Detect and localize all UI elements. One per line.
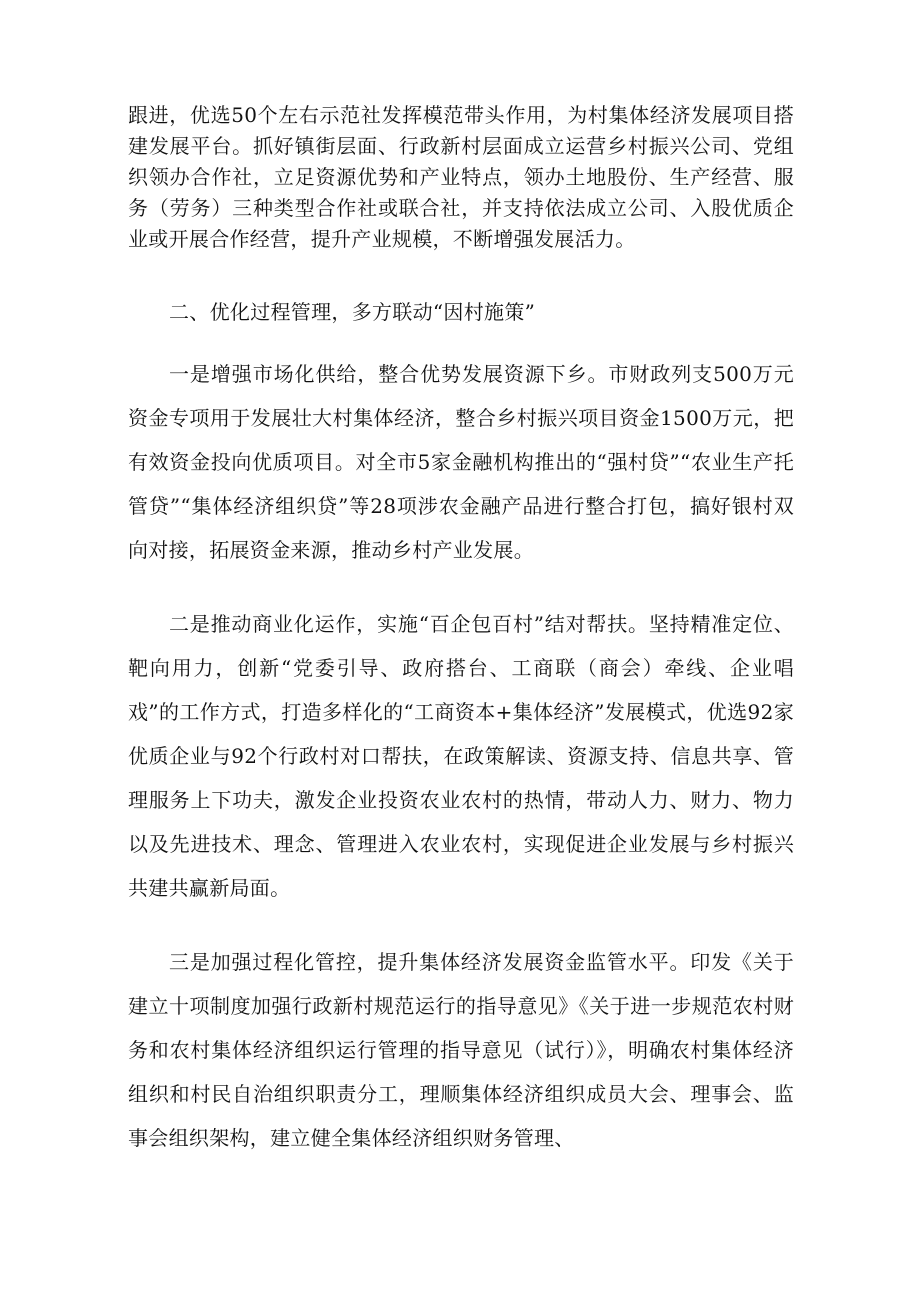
paragraph-commercial-operation: 二是推动商业化运作，实施“百企包百村”结对帮扶。坚持精准定位、靶向用力，创新“党委引导、政府搭台、工商联（商会）牵线、企业唱戏”的工作方式，打造多样化的“工商资本+集体经济”发展模式，优选92家优质企业与92个行政村对口帮扶，在政策解读、资源支持、信息共享、管理服务上下功夫，激发企业投资农业农村的热情，带动人力、财力、物力以及先进技术、理念、管理进入农业农村，实现促进企业发展与乡村振兴共建共赢新局面。 xyxy=(128,612,794,900)
paragraph-market-supply: 一是增强市场化供给，整合优势发展资源下乡。市财政列支500万元资金专项用于发展壮大村集体经济，整合乡村振兴项目资金1500万元，把有效资金投向优质项目。对全市5家金融机构推出的“强村贷”“农业生产托管贷”“集体经济组织贷”等28项涉农金融产品进行整合打包，搞好银村双向对接，拓展资金来源，推动乡村产业发展。 xyxy=(128,362,794,562)
section-heading: 二、优化过程管理，多方联动“因村施策” xyxy=(169,300,536,324)
paragraph-process-control: 三是加强过程化管控，提升集体经济发展资金监管水平。印发《关于建立十项制度加强行政新村规范运行的指导意见》《关于进一步规范农村财务和农村集体经济组织运行管理的指导意见（试行）》，明确农村集体经济组织和村民自治组织职责分工，理顺集体经济组织成员大会、理事会、监事会组织架构，建立健全集体经济组织财务管理、 xyxy=(128,950,794,1150)
paragraph-continuation: 跟进，优选50个左右示范社发挥模范带头作用，为村集体经济发展项目搭建发展平台。抓好镇街层面、行政新村层面成立运营乡村振兴公司、党组织领办合作社，立足资源优势和产业特点，领办土地股份、生产经营、服务（劳务）三种类型合作社或联合社，并支持依法成立公司、入股优质企业或开展合作经营，提升产业规模，不断增强发展活力。 xyxy=(128,103,794,251)
